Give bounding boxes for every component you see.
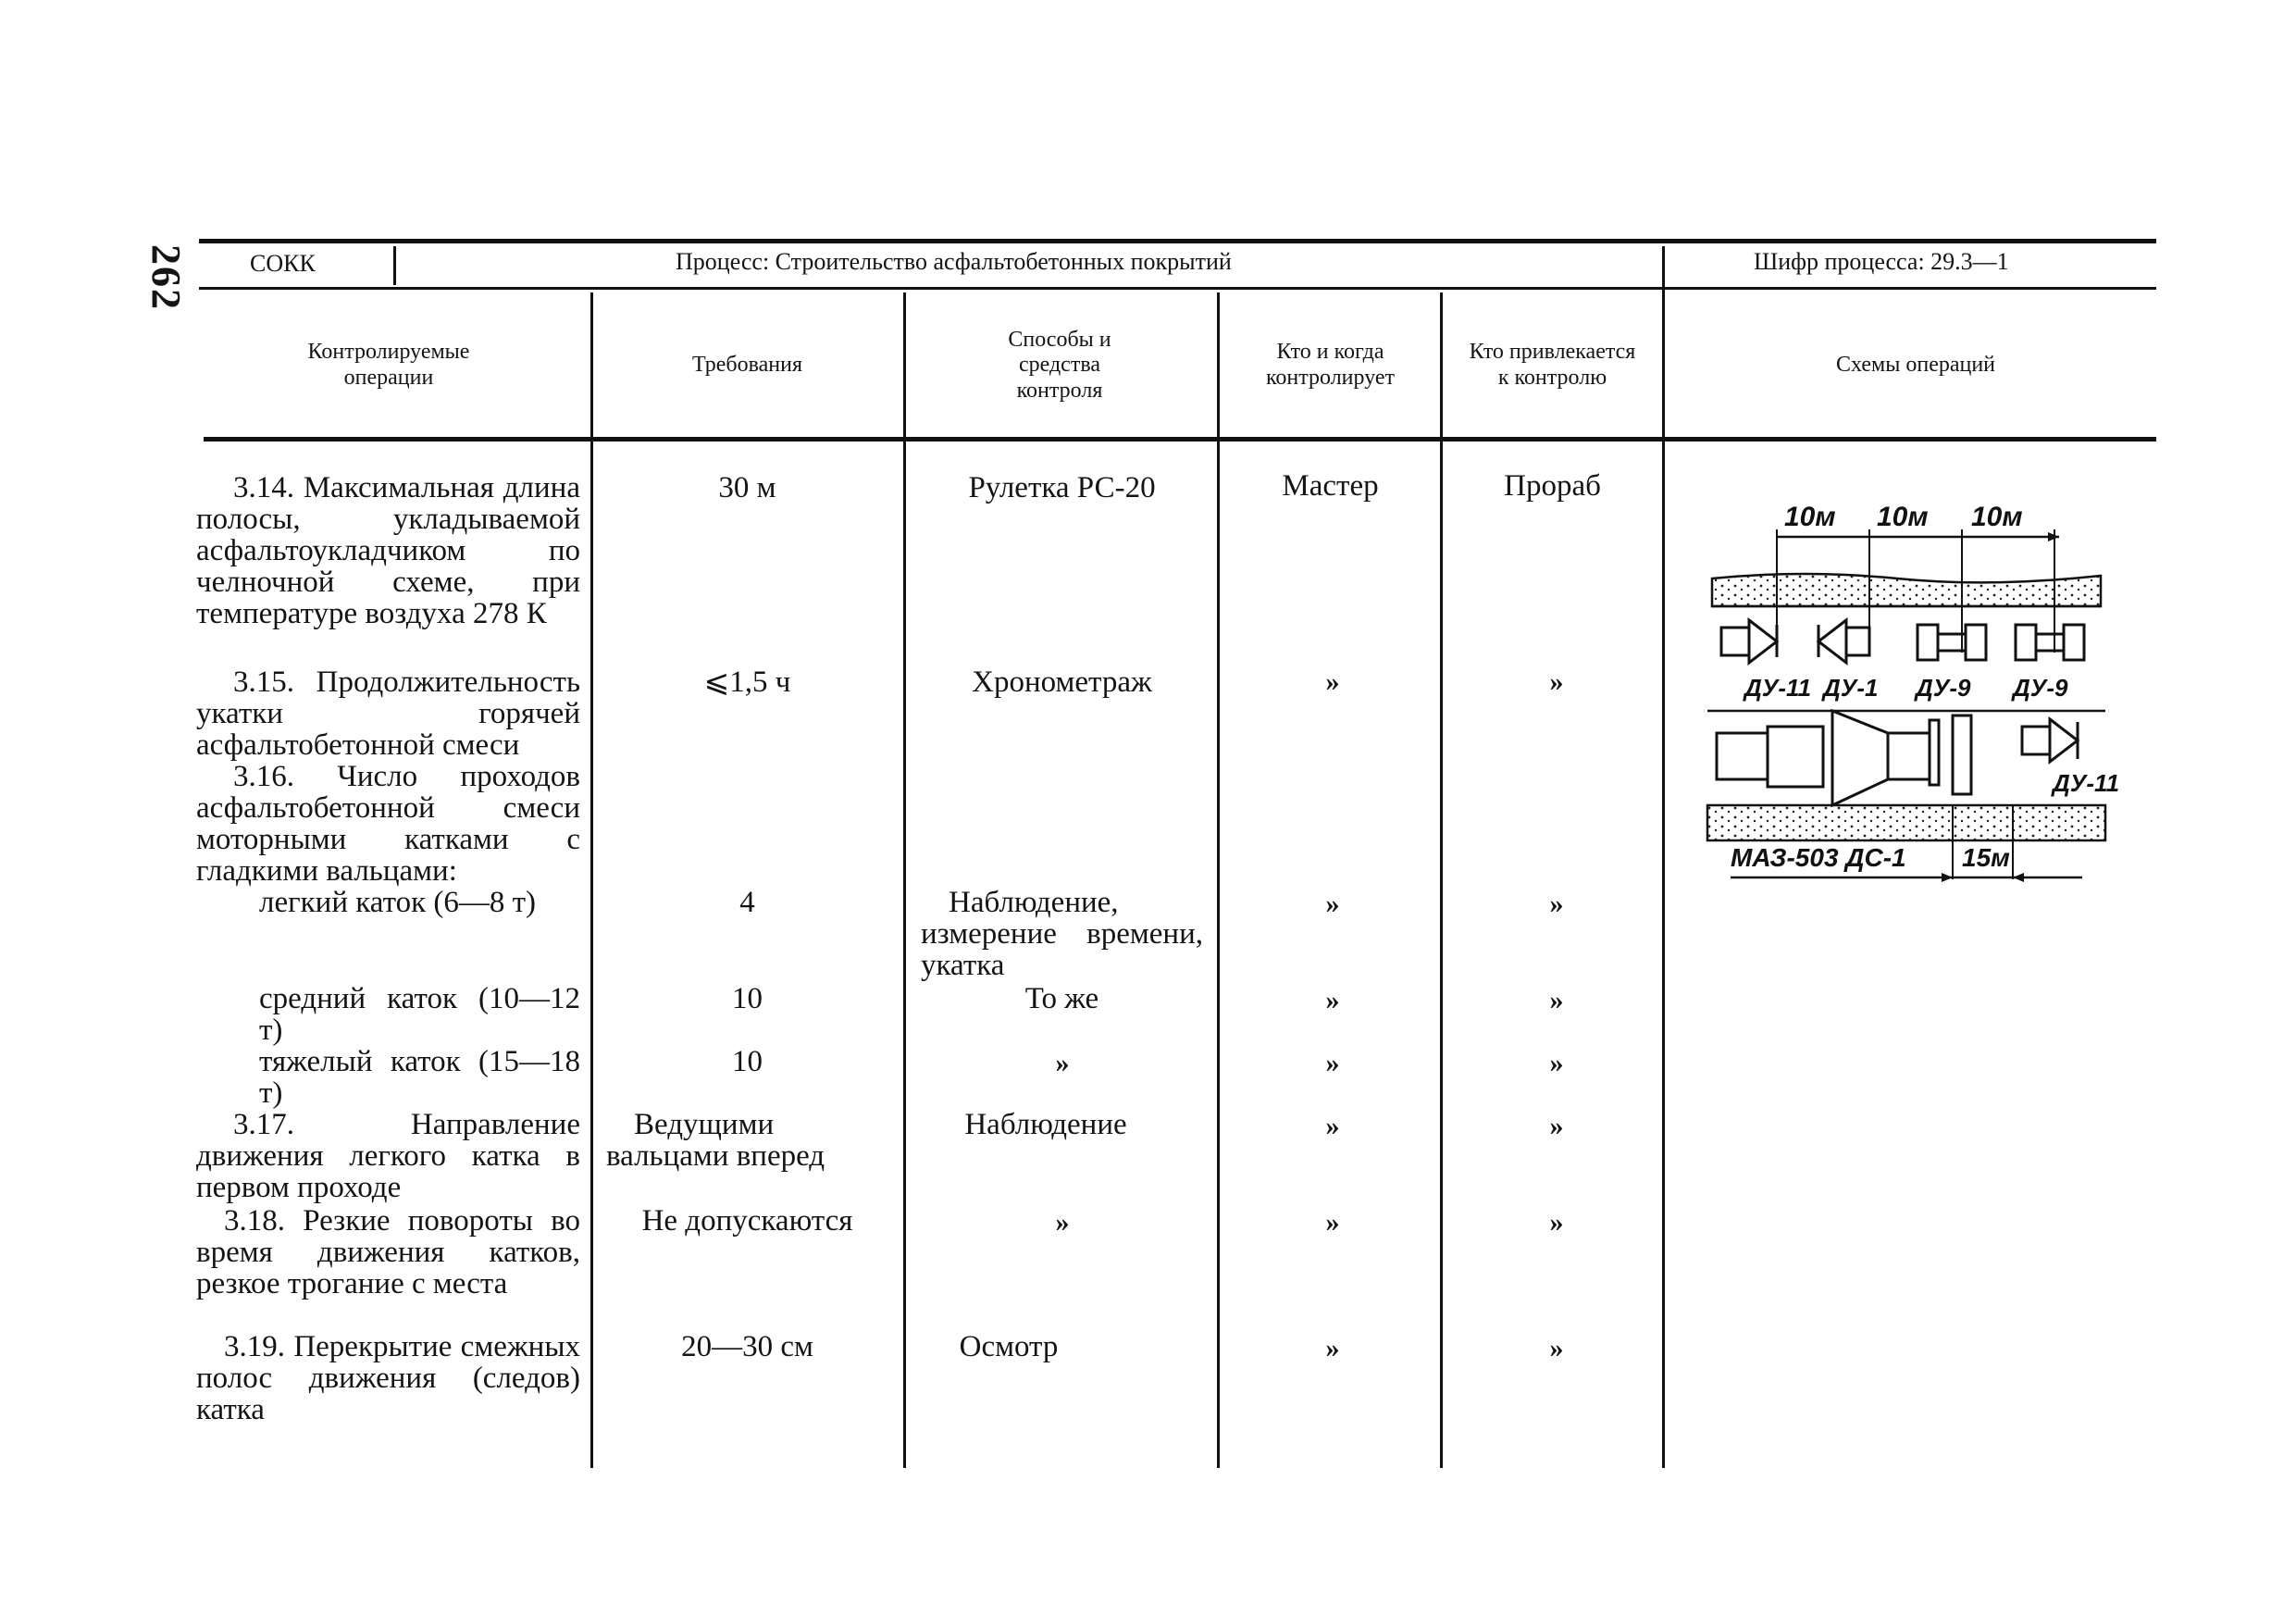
col-head-requirements: Требования — [691, 353, 802, 378]
op-3-16: 3.16. Число проходов асфальтобетонной смеси моторными катками с гладкими вальцами: — [196, 760, 580, 888]
inv-3-18: » — [1549, 1207, 1564, 1238]
method-3-17: Наблюдение — [964, 1108, 1127, 1141]
op-3-17: 3.17. Направление движения легкого катка в первом проходе — [196, 1108, 580, 1204]
req-3-17: Ведущими вальцами вперед — [606, 1108, 825, 1173]
roller-du11-right-icon — [2022, 719, 2078, 762]
who-3-16-medium: » — [1325, 985, 1340, 1015]
method-3-14: Рулетка РС-20 — [968, 471, 1156, 504]
method-3-18: » — [1055, 1207, 1070, 1238]
op-3-18: 3.18. Резкие повороты во время движения катков, резкое трогание с места — [196, 1204, 580, 1300]
header-cipher: Шифр процесса: 29.3—1 — [1754, 248, 2009, 275]
roller-label-2: ДУ-1 — [1823, 674, 1879, 702]
col-divider-2 — [903, 292, 906, 1468]
dim-top-2: 10м — [1877, 502, 1929, 532]
op-3-19: 3.19. Перекрытие смежных полос движения (следов) катка — [196, 1330, 580, 1426]
req-3-16-light: 4 — [739, 886, 755, 919]
col-head-operations: Контролируемые операции — [307, 340, 470, 390]
header-process: Процесс: Строительство асфальтобетонных покрытий — [676, 248, 1232, 275]
page-number: 262 — [143, 244, 190, 311]
req-3-15: ⩽1,5 ч — [703, 665, 791, 699]
who-3-16-heavy: » — [1325, 1048, 1340, 1078]
roller-du9-icon — [1917, 625, 1986, 660]
col-head-schemes: Схемы операций — [1835, 353, 1996, 378]
col-divider-1 — [590, 292, 593, 1468]
header-code: СОКК — [250, 250, 316, 277]
who-3-15: » — [1325, 666, 1340, 697]
method-3-16-heavy: » — [1055, 1048, 1070, 1078]
who-3-19: » — [1325, 1333, 1340, 1363]
header-bottom-rule — [204, 437, 2156, 442]
who-3-17: » — [1325, 1111, 1340, 1141]
inv-3-16-light: » — [1549, 889, 1564, 919]
col-head-methods: Способы и средства контроля — [1008, 327, 1111, 403]
op-3-16-light: легкий каток (6—8 т) — [259, 886, 536, 919]
who-3-18: » — [1325, 1207, 1340, 1238]
op-3-16-heavy: тяжелый каток (15—18 т) — [259, 1045, 580, 1110]
col-divider-4 — [1440, 292, 1443, 1468]
truck-maz-icon — [1717, 727, 1823, 787]
roller-du11-icon — [1721, 620, 1777, 663]
op-3-16-medium: средний каток (10—12 т) — [259, 982, 580, 1047]
method-3-15: Хронометраж — [972, 665, 1152, 699]
roller-du1-icon — [1818, 620, 1869, 663]
col-head-involved: Кто привлекается к контролю — [1469, 340, 1636, 390]
req-3-18: Не допускаются — [641, 1204, 853, 1238]
op-3-14: 3.14. Максимальная длина полосы, укладываемой асфальтоукладчиком по челночной схеме, при температуре воздуха 278 К — [196, 471, 580, 630]
dim-top-3: 10м — [1971, 502, 2023, 532]
paver-ds1-icon — [1832, 711, 1971, 805]
roller-label-right: ДУ-11 — [2053, 769, 2120, 797]
op-3-15: 3.15. Продолжительность укатки горячей асфальтобетонной смеси — [196, 665, 580, 762]
bottom-label: МАЗ-503 ДС-1 — [1731, 843, 1906, 872]
method-3-16-medium: То же — [1024, 982, 1099, 1015]
method-3-16-light: Наблюдение, измерение времени, укатка — [921, 886, 1203, 982]
inv-3-16-heavy: » — [1549, 1048, 1564, 1078]
req-3-19: 20—30 см — [681, 1330, 813, 1363]
roller-label-1: ДУ-11 — [1744, 674, 1812, 702]
who-3-16-light: » — [1325, 889, 1340, 919]
who-3-14: Мастер — [1282, 469, 1379, 503]
dim-top-1: 10м — [1784, 502, 1836, 532]
roller-label-3: ДУ-9 — [1916, 674, 1971, 702]
roller-du9b-icon — [2016, 625, 2084, 660]
inv-3-15: » — [1549, 666, 1564, 697]
inv-3-16-medium: » — [1549, 985, 1564, 1015]
col-divider-5 — [1662, 246, 1665, 1468]
req-3-16-heavy: 10 — [732, 1045, 763, 1078]
req-3-16-medium: 10 — [732, 982, 763, 1015]
inv-3-14: Прораб — [1504, 469, 1601, 503]
col-head-who-when: Кто и когда контролирует — [1265, 340, 1396, 390]
inv-3-17: » — [1549, 1111, 1564, 1141]
header-mid-rule — [199, 287, 2156, 290]
method-3-19: Осмотр — [959, 1330, 1059, 1363]
col-divider-3 — [1217, 292, 1220, 1468]
roller-label-4: ДУ-9 — [2013, 674, 2068, 702]
req-3-14: 30 м — [718, 471, 776, 504]
bottom-dim: 15м — [1962, 843, 2010, 872]
header-top-rule — [199, 239, 2156, 243]
inv-3-19: » — [1549, 1333, 1564, 1363]
header-code-divider — [393, 246, 396, 285]
paving-scheme-diagram — [1694, 491, 2138, 907]
